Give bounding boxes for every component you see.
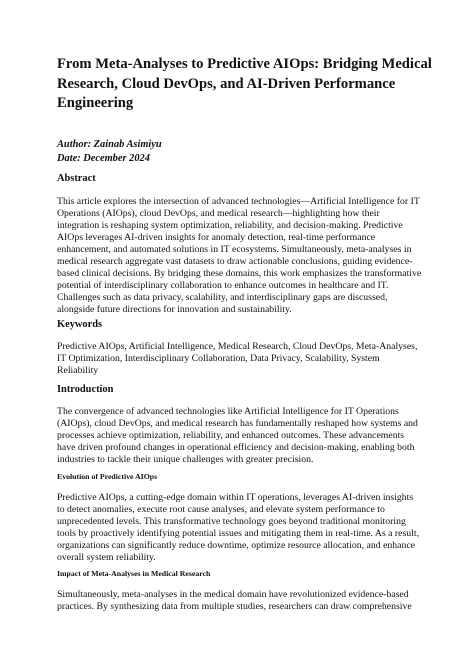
introduction-line: industries to tackle their unique challenges with greater precision. bbox=[57, 453, 314, 465]
author-line: Author: Zainab Asimiyu bbox=[57, 139, 162, 150]
evolution-line: unprecedented levels. This transformative technology goes beyond traditional monitoring bbox=[57, 515, 406, 527]
abstract-line: integration is reshaping system optimization, reliability, and decision-making. Predictive bbox=[57, 219, 403, 231]
author-block bbox=[57, 138, 162, 165]
impact-paragraph bbox=[57, 589, 419, 613]
introduction-line: processes achieve optimization, reliability, and enhanced outcomes. These advancements bbox=[57, 429, 405, 441]
evolution-line: organizations can significantly reduce downtime, optimize resource allocation, and enhance bbox=[57, 539, 415, 551]
abstract-line: potential of interdisciplinary collaboration to enhance outcomes in healthcare and IT. bbox=[57, 279, 389, 291]
evolution-line: overall system reliability. bbox=[57, 551, 156, 563]
impact-line: Simultaneously, meta-analyses in the medical domain have revolutionized evidence-based bbox=[57, 589, 409, 600]
introduction-line: have driven profound changes in operational efficiency and decision-making, enabling both bbox=[57, 441, 415, 453]
evolution-paragraph bbox=[57, 492, 419, 564]
abstract-line: AIOps leverages AI-driven insights for anomaly detection, real-time performance bbox=[57, 231, 376, 243]
evolution-line: tools by proactively identifying potential issues and mitigating them in real-time. As a result, bbox=[57, 527, 420, 539]
evolution-line: to detect anomalies, execute root cause analyses, and elevate system performance to bbox=[57, 503, 385, 515]
introduction-line: (AIOps), cloud DevOps, and medical research has fundamentally reshaped how systems and bbox=[57, 417, 418, 429]
abstract-line: This article explores the intersection of advanced technologies—Artificial Intelligence for IT bbox=[57, 196, 420, 207]
abstract-line: alongside future directions for innovation and sustainability. bbox=[57, 303, 292, 315]
evolution-line: Predictive AIOps, a cutting-edge domain within IT operations, leverages AI-driven insights bbox=[57, 492, 414, 503]
paper-title: From Meta-Analyses to Predictive AIOps: Bridging Medical Research, Cloud DevOps, and AI-Driven Performance Engineering bbox=[57, 56, 432, 111]
abstract-line: medical research aggregate vast datasets to draw actionable conclusions, guiding evidence- bbox=[57, 255, 413, 267]
abstract-line: Operations (AIOps), cloud DevOps, and medical research—highlighting how their bbox=[57, 207, 380, 219]
keywords-line: Reliability bbox=[57, 364, 99, 376]
abstract-heading: Abstract bbox=[57, 173, 96, 184]
abstract-line: based clinical decisions. By bridging these domains, this work emphasizes the transformative bbox=[57, 267, 422, 279]
abstract-paragraph bbox=[57, 196, 422, 316]
introduction-heading: Introduction bbox=[57, 384, 114, 395]
abstract-line: Challenges such as data privacy, scalability, and interdisciplinary gaps are discussed, bbox=[57, 291, 388, 303]
date-line: Date: December 2024 bbox=[57, 152, 150, 164]
keywords-line: IT Optimization, Interdisciplinary Collaboration, Data Privacy, Scalability, System bbox=[57, 352, 380, 364]
evolution-heading: Evolution of Predictive AIOps bbox=[57, 472, 158, 481]
keywords-line: Predictive AIOps, Artificial Intelligence, Medical Research, Cloud DevOps, Meta-Analyses, bbox=[57, 341, 418, 352]
keywords-heading: Keywords bbox=[57, 319, 103, 330]
introduction-line: The convergence of advanced technologies like Artificial Intelligence for IT Operations bbox=[57, 406, 399, 417]
abstract-line: enhancement, and automated solutions in IT ecosystems. Simultaneously, meta-analyses in bbox=[57, 243, 412, 255]
impact-heading: Impact of Meta-Analyses in Medical Research bbox=[57, 569, 211, 578]
impact-line: practices. By synthesizing data from multiple studies, researchers can draw comprehensive bbox=[57, 600, 412, 612]
keywords-paragraph bbox=[57, 341, 419, 377]
introduction-paragraph bbox=[57, 406, 419, 466]
